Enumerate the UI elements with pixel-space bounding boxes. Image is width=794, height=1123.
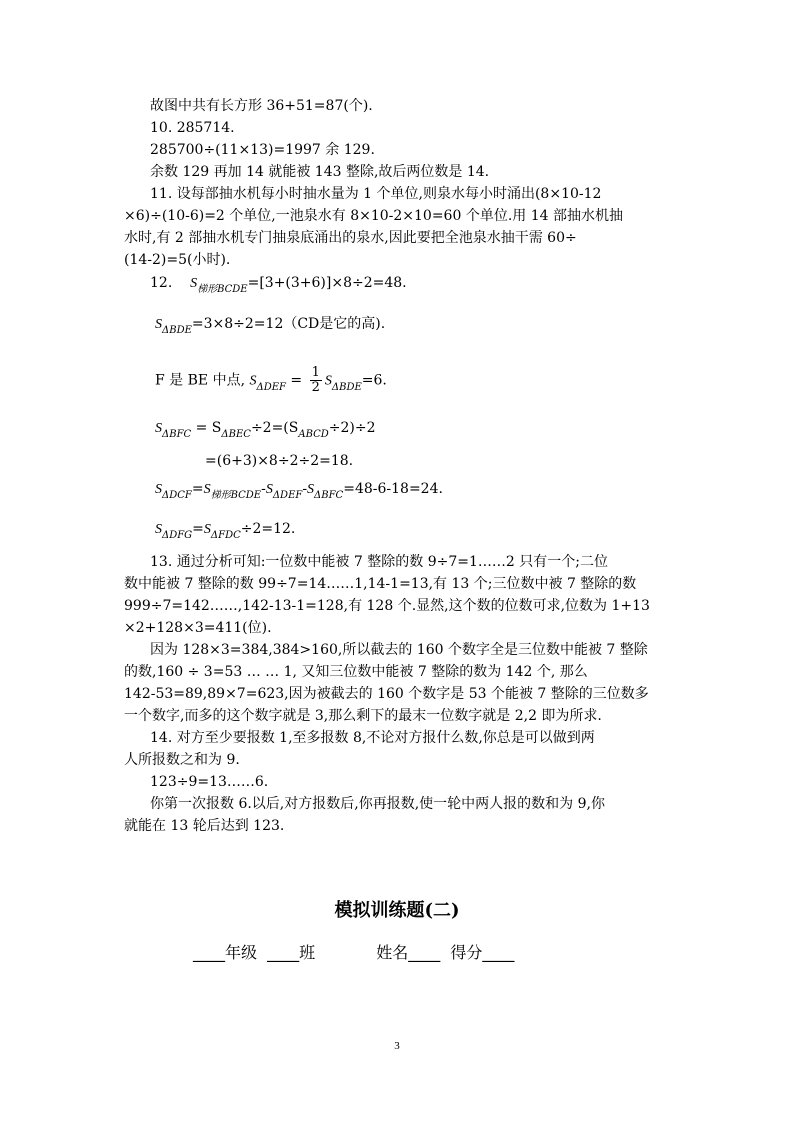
- text-line: 10. 285714.: [150, 120, 235, 136]
- math-subscript: ΔFDC: [210, 530, 241, 541]
- text-line: 14. 对方至少要报数 1,至多报数 8,不论对方报什么数,你总是可以做到两: [150, 730, 595, 746]
- math-subscript: ΔBFC: [162, 429, 192, 440]
- fraction: $\frac{1}{2}$: [311, 365, 320, 395]
- math-symbol: S: [249, 373, 257, 389]
- section-title: 模拟训练题(二): [334, 900, 460, 921]
- math-subscript: ΔBDE: [162, 325, 192, 336]
- text-line: 285700÷(11×13)=1997 余 129.: [150, 142, 375, 158]
- math-subscript: ΔDEF: [272, 490, 303, 501]
- math-subscript: ΔBEC: [221, 429, 251, 440]
- equation-text: =: [290, 372, 303, 389]
- equation-text: ÷2=(S: [250, 420, 299, 436]
- math-symbol: S: [307, 482, 315, 497]
- equation-line: [155, 366, 387, 395]
- text-line: 13. 通过分析可知:一位数中能被 7 整除的数 9÷7=1……2 只有一个;二位: [150, 554, 608, 570]
- equation-text: =[3+(3+6)]×8÷2=48.: [247, 275, 407, 291]
- math-subscript: ABCD: [298, 429, 329, 440]
- math-symbol: S: [155, 421, 162, 436]
- text-line: 人所报数之和为 9.: [124, 752, 240, 768]
- text-line: 11. 设每部抽水机每小时抽水量为 1 个单位,则泉水每小时涌出(8×10-12: [150, 186, 602, 202]
- text-line: 水时,有 2 部抽水机专门抽泉底涌出的泉水,因此要把全池泉水抽干需 60÷: [124, 230, 577, 246]
- text-line: 一个数字,而多的这个数字就是 3,那么剩下的最末一位数字就是 2,2 即为所求.: [124, 708, 602, 724]
- equation-text: =3×8÷2=12（CD是它的高).: [191, 316, 386, 332]
- equation-line: [155, 417, 376, 441]
- math-subscript: ΔBFC: [314, 490, 344, 501]
- equation-line: [150, 272, 407, 296]
- equation-line: [155, 313, 385, 337]
- equation-line: $S_{\Delta DFG}=S_{\Delta FDC}\div 2=12$.: [155, 521, 296, 541]
- text-line: 因为 128×3=384,384>160,所以截去的 160 个数字全是三位数中能被 7 整除: [150, 642, 648, 658]
- text-line: 就能在 13 轮后达到 123.: [124, 818, 285, 834]
- text-line: 123÷9=13……6.: [150, 774, 269, 790]
- math-subscript: ΔDEF: [256, 381, 286, 393]
- equation-text: =48-6-18=24.: [343, 481, 443, 497]
- text-line: 数中能被 7 整除的数 99÷7=14……1,14-1=13,有 13 个;三位数中被 7 整除的数: [124, 576, 637, 592]
- text-line: 你第一次报数 6.以后,对方报数后,你再报数,使一轮中两人报的数和为 9,你: [150, 796, 605, 812]
- text-line: ×6)÷(10-6)=2 个单位,一池泉水有 8×10-2×10=60 个单位.用 14 部抽水机抽: [124, 208, 623, 224]
- text-line: 余数 129 再加 14 就能被 143 整除,故后两位数是 14.: [150, 164, 490, 180]
- equation-text: =6.: [361, 372, 387, 389]
- text-line: 142-53=89,89×7=623,因为被截去的 160 个数字是 53 个能被 7 整除的三位数多: [124, 686, 649, 702]
- text-line: ×2+128×3=411(位).: [124, 620, 272, 636]
- math-subscript: 梯形BCDE: [197, 284, 248, 295]
- math-symbol: S: [155, 317, 162, 332]
- student-info-line: ____年级 ____班 姓名____ 得分____: [193, 943, 515, 962]
- math-symbol: S: [203, 522, 211, 537]
- text-line: 999÷7=142……,142-13-1=128,有 128 个.显然,这个数的位数可求,位数为 1+13: [124, 598, 650, 614]
- text-line: 故图中共有长方形 36+51=87(个).: [150, 98, 373, 114]
- math-symbol: S: [203, 482, 211, 497]
- math-symbol: S: [265, 482, 273, 497]
- math-symbol: S: [155, 522, 162, 537]
- math-subscript: 梯形BCDE: [210, 490, 262, 501]
- math-symbol: S: [324, 373, 332, 389]
- math-subscript: ΔDCF: [162, 490, 192, 501]
- page-number: 3: [394, 1040, 400, 1052]
- text-line: (14-2)=5(小时).: [124, 252, 231, 268]
- math-symbol: S: [155, 482, 162, 497]
- text-line: 的数,160 ÷ 3=53 … … 1, 又知三位数中能被 7 整除的数为 142 个, 那么: [124, 664, 588, 680]
- math-subscript: ΔBDE: [331, 381, 362, 393]
- equation-text: ÷2)÷2: [328, 420, 376, 436]
- problem-number: 12.: [150, 275, 173, 291]
- equation-line: $S_{\Delta DCF}=S_{梯形BCDE}-S_{\Delta DEF}-S_{\Delta BFC}=48-6-18=24$.: [155, 481, 443, 501]
- math-symbol: S: [190, 276, 198, 291]
- text-line: =(6+3)×8÷2÷2=18.: [205, 453, 354, 469]
- math-subscript: ΔDFG: [162, 530, 193, 541]
- equation-text: F 是 BE 中点,: [155, 372, 246, 389]
- equation-text: = S: [195, 420, 222, 436]
- equation-text: ÷2=12.: [240, 521, 296, 537]
